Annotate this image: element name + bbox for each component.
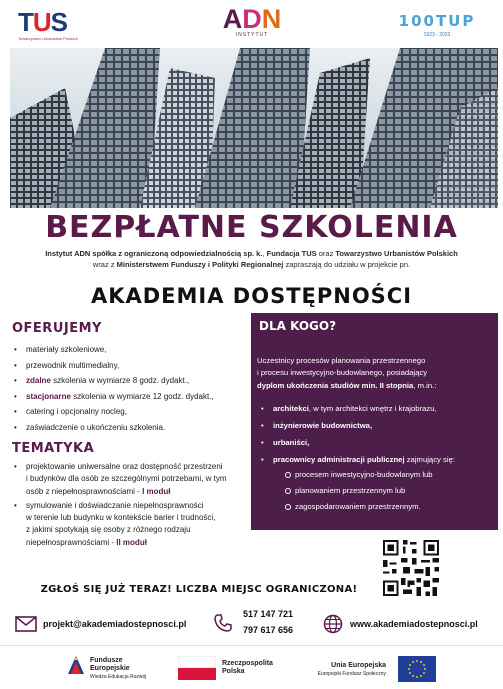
audience-item: • urbaniści,: [259, 437, 493, 454]
envelope-icon: [15, 616, 37, 632]
intro-adn: Instytut ADN spółka z ograniczoną odpowiedzialnością sp. k.: [45, 249, 263, 258]
phone-icon: [213, 613, 233, 633]
offer-item: • stacjonarne szkolenia w wymiarze 12 godz. dydakt.,: [14, 389, 244, 405]
audience-item: • pracownicy administracji publicznej zajmujący się:: [259, 454, 493, 471]
footer-divider: [0, 645, 503, 646]
rzeczpospolita-polska-text: Rzeczpospolita Polska: [222, 660, 273, 675]
contact-email-link[interactable]: projekt@akademiadostepnosci.pl: [43, 619, 187, 629]
topic-item: • symulowanie i doświadczanie niepełnosprawności w terenie lub budynku w kontekście barier i trudności, z jakimi spotykają się osoby z różnego rodzaju niepełnosprawnościami - II moduł: [14, 500, 250, 549]
intro-and: oraz: [316, 249, 336, 258]
audience-item: • inżynierowie budownictwa,: [259, 420, 493, 437]
tus-logo: [18, 7, 88, 41]
offer-item: • materiały szkoleniowe,: [14, 342, 244, 358]
eu-flag-icon: [398, 656, 436, 682]
main-title: BEZPŁATNE SZKOLENIA: [45, 210, 458, 245]
intro-with: wraz z: [92, 260, 117, 269]
adn-letter-n: N: [261, 4, 282, 34]
audience-subitem: planowaniem przestrzennym lub: [285, 485, 490, 501]
audience-heading: DLA KOGO?: [259, 319, 337, 333]
skyscrapers-illustration: [10, 48, 498, 208]
intro-tus: Fundacja TUS: [266, 249, 317, 258]
tus-tagline: Towarzystwo Urbanistów Polskich: [18, 36, 79, 41]
audience-sublist: [285, 469, 490, 517]
offer-list: [14, 342, 244, 435]
adn-letter-d: D: [242, 4, 262, 34]
offer-item: • catering i opcjonalny nocleg,: [14, 404, 244, 420]
contact-website-link[interactable]: www.akademiadostepnosci.pl: [350, 619, 478, 629]
offer-item: • przewodnik multimedialny,: [14, 358, 244, 374]
tup-100-years: 1923 - 2023: [423, 32, 451, 38]
intro-ministry: Ministerstwem Funduszy i Polityki Regionalnej: [116, 260, 284, 269]
intro-invite: zapraszają do udziału w projekcie pn.: [283, 260, 411, 269]
contact-phone-1[interactable]: 517 147 721: [243, 609, 294, 619]
topic-item: • projektowanie uniwersalne oraz dostępność przestrzeni i budynków dla osób ze szczególnymi potrzebami, w tym osób z niepełnosprawnościami - I moduł: [14, 461, 250, 498]
audience-list: [259, 403, 493, 471]
contact-phone-2[interactable]: 797 617 656: [243, 625, 294, 635]
tus-letter-u: U: [32, 7, 51, 37]
topics-heading: TEMATYKA: [12, 441, 95, 456]
hero-skyscrapers-image: [10, 48, 498, 208]
topics-list: [14, 461, 250, 551]
intro-text: [20, 248, 483, 270]
audience-subitem: zagospodarowaniem przestrzennym.: [285, 501, 490, 517]
audience-item: • architekci, w tym architekci wnętrz i krajobrazu,: [259, 403, 493, 420]
offer-item: • zdalne szkolenia w wymiarze 8 godz. dydakt.,: [14, 373, 244, 389]
offer-heading: OFERUJEMY: [12, 321, 102, 336]
intro-sep: ,: [262, 249, 267, 258]
polish-flag-icon: [178, 656, 216, 680]
signup-call-to-action: ZGŁOŚ SIĘ JUŻ TERAZ! LICZBA MIEJSC OGRANICZONA!: [40, 584, 358, 595]
audience-panel: [251, 313, 498, 530]
fundusze-europejskie-text: Fundusze Europejskie Wiedza Edukacja Rozwój: [90, 657, 147, 680]
unia-europejska-text: Unia Europejska Europejski Fundusz Społeczny: [317, 662, 386, 677]
adn-logo: [217, 6, 287, 38]
globe-icon: [323, 614, 343, 634]
intro-tup: Towarzystwo Urbanistów Polskich: [335, 249, 458, 258]
tus-letter-t: T: [18, 7, 33, 37]
adn-letter-a: A: [222, 4, 243, 34]
audience-subitem: procesem inwestycyjno-budowlanym lub: [285, 469, 490, 485]
fundusze-europejskie-logo-icon: [66, 654, 86, 678]
project-title: AKADEMIA DOSTĘPNOŚCI: [90, 284, 413, 308]
tus-letter-s: S: [50, 7, 68, 37]
audience-description: Uczestnicy procesów planowania przestrzennego i procesu inwestycyjno-budowlanego, posiadający dyplom ukończenia studiów min. II stopnia, m.in.:: [257, 356, 437, 390]
adn-subtitle: INSTYTUT: [235, 32, 269, 38]
tup-100-mark: 100TUP: [398, 12, 476, 30]
offer-item: • zaświadczenie o ukończeniu szkolenia.: [14, 420, 244, 436]
tup-100-logo: [392, 12, 482, 38]
